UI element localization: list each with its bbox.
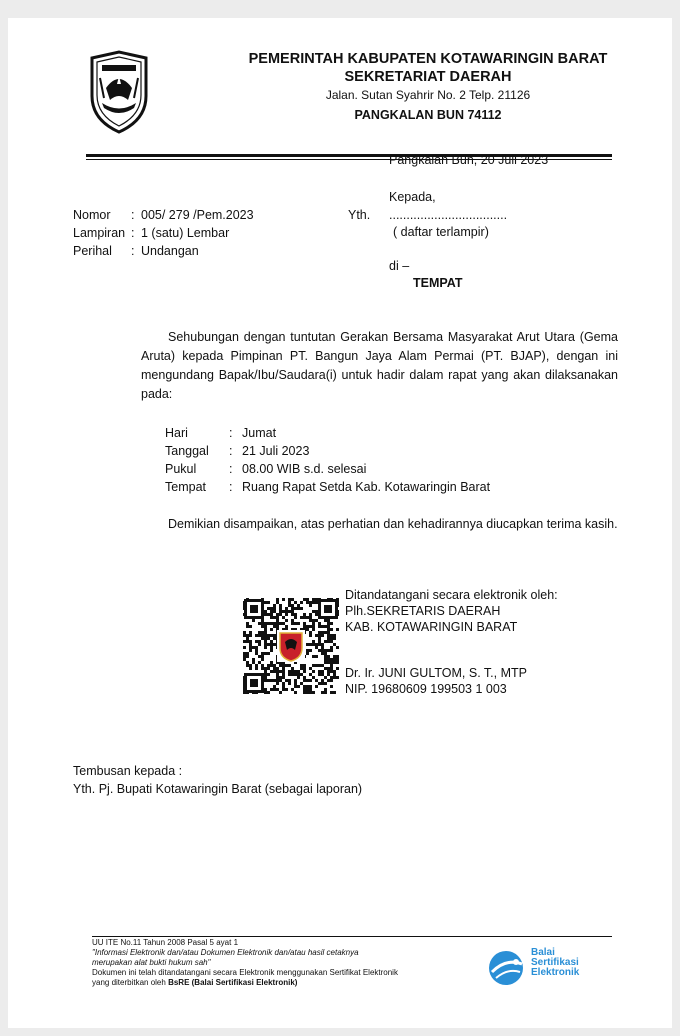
footer-rule bbox=[92, 936, 612, 937]
footer-note-2-bold: BsRE (Balai Sertifikasi Elektronik) bbox=[168, 978, 298, 987]
schedule-pukul-value: 08.00 WIB s.d. selesai bbox=[242, 462, 367, 476]
di-label: di – bbox=[389, 259, 410, 273]
meta-perihal-label: Perihal bbox=[73, 244, 112, 258]
meta-lampiran-label: Lampiran bbox=[73, 226, 126, 240]
qr-code bbox=[243, 598, 339, 694]
yth-label: Yth. bbox=[348, 208, 371, 222]
footer-quote-2: merupakan alat bukti hukum sah" bbox=[92, 958, 211, 967]
schedule-tempat-value: Ruang Rapat Setda Kab. Kotawaringin Barat bbox=[242, 480, 491, 494]
bsre-word-3: Elektronik bbox=[531, 967, 580, 978]
kop-line2: SEKRETARIAT DAERAH bbox=[344, 69, 512, 85]
signature-line-2: Plh.SEKRETARIS DAERAH bbox=[345, 604, 501, 618]
signer-name: Dr. Ir. JUNI GULTOM, S. T., MTP bbox=[345, 666, 527, 680]
footer-quote-1: "Informasi Elektronik dan/atau Dokumen Elektronik dan/atau hasil cetaknya bbox=[92, 948, 359, 957]
meta-lampiran-value: 1 (satu) Lembar bbox=[141, 226, 230, 240]
tembusan-item: Yth. Pj. Bupati Kotawaringin Barat (sebagai laporan) bbox=[73, 782, 363, 796]
bsre-logo-text bbox=[531, 948, 579, 978]
tembusan-title: Tembusan kepada : bbox=[73, 764, 183, 778]
body-paragraph-2: Demikian disampaikan, atas perhatian dan kehadirannya diucapkan terima kasih. bbox=[168, 517, 618, 531]
signature-line-1: Ditandatangani secara elektronik oleh: bbox=[345, 588, 558, 602]
body-paragraph-1: Sehubungan dengan tuntutan Gerakan Bersama Masyarakat Arut Utara (Gema Aruta) kepada Pimpinan PT. Bangun Jaya Alam Permai (PT. BJAP), dengan ini mengundang Bapak/Ibu/Saudara(i) untuk hadir dalam rapat yang akan dilaksanakan pada: bbox=[141, 330, 618, 401]
schedule-tempat-label: Tempat bbox=[165, 480, 206, 494]
schedule-hari-sep: : bbox=[229, 426, 233, 440]
meta-lampiran-sep: : bbox=[131, 226, 135, 240]
recipient-list-note: ( daftar terlampir) bbox=[393, 225, 489, 239]
footer-note-1: Dokumen ini telah ditandatangani secara Elektronik menggunakan Sertifikat Elektronik bbox=[92, 968, 398, 977]
meta-nomor-sep: : bbox=[131, 208, 135, 222]
schedule-pukul-sep: : bbox=[229, 462, 233, 476]
schedule-pukul-label: Pukul bbox=[165, 462, 197, 476]
signature-line-3: KAB. KOTAWARINGIN BARAT bbox=[345, 620, 518, 634]
bsre-word-1: Balai bbox=[531, 947, 555, 958]
schedule-hari-label: Hari bbox=[165, 426, 188, 440]
bsre-word-2: Sertifikasi bbox=[531, 957, 579, 968]
kop-address: Jalan. Sutan Syahrir No. 2 Telp. 21126 bbox=[325, 88, 531, 102]
schedule-tempat-sep: : bbox=[229, 480, 233, 494]
bsre-logo-icon bbox=[486, 948, 528, 988]
meta-nomor-value: 005/ 279 /Pem.2023 bbox=[141, 208, 254, 222]
kepada-label: Kepada, bbox=[389, 190, 436, 204]
meta-perihal-value: Undangan bbox=[141, 244, 199, 258]
signer-nip: NIP. 19680609 199503 1 003 bbox=[345, 682, 507, 696]
schedule-tanggal-value: 21 Juli 2023 bbox=[242, 444, 310, 458]
schedule-hari-value: Jumat bbox=[242, 426, 277, 440]
regency-crest-logo bbox=[84, 48, 154, 134]
document-page bbox=[8, 18, 672, 1028]
footer-law: UU ITE No.11 Tahun 2008 Pasal 5 ayat 1 bbox=[92, 938, 239, 947]
tempat-label: TEMPAT bbox=[413, 276, 463, 290]
schedule-tanggal-label: Tanggal bbox=[165, 444, 209, 458]
meta-perihal-sep: : bbox=[131, 244, 135, 258]
kop-line1: PEMERINTAH KABUPATEN KOTAWARINGIN BARAT bbox=[248, 51, 608, 67]
place-date: Pangkalan Bun, 20 Juli 2023 bbox=[389, 153, 549, 167]
recipient-dots: .................................. bbox=[389, 208, 508, 222]
schedule-tanggal-sep: : bbox=[229, 444, 233, 458]
kop-city: PANGKALAN BUN 74112 bbox=[354, 108, 502, 122]
footer-note-2: yang diterbitkan oleh BsRE (Balai Sertifikasi Elektronik) bbox=[92, 978, 298, 987]
meta-nomor-label: Nomor bbox=[73, 208, 111, 222]
